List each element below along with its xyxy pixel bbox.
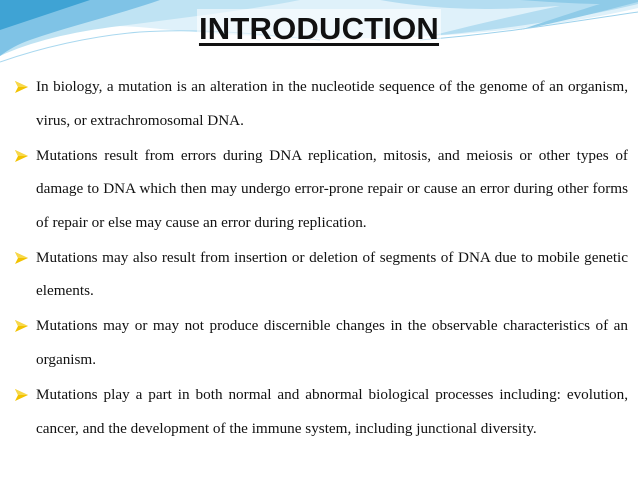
- bullet-text: Mutations may also result from insertion or deletion of segments of DNA due to mobile genetic elements.: [36, 248, 628, 300]
- bullet-item: [14, 309, 628, 376]
- bullet-text: In biology, a mutation is an alteration in the nucleotide sequence of the genome of an organism, virus, or extrachromosomal DNA.: [36, 78, 628, 129]
- arrow-bullet-icon: [14, 70, 30, 104]
- bullet-item: [14, 70, 628, 137]
- bullet-text: Mutations result from errors during DNA replication, mitosis, and meiosis or other types of damage to DNA which then may undergo error-prone repair or cause an error during other forms of repair or else may cause an error during replication.: [36, 146, 628, 231]
- bullet-text: Mutations play a part in both normal and abnormal biological processes including: evolution, cancer, and the development of the immune system, including junctional diversity.: [36, 385, 628, 437]
- bullet-item: [14, 378, 628, 445]
- arrow-bullet-icon: [14, 241, 30, 275]
- slide-title: [0, 9, 638, 49]
- bullet-item: [14, 139, 628, 240]
- bullet-list: [14, 70, 628, 446]
- arrow-bullet-icon: [14, 309, 30, 343]
- arrow-bullet-icon: [14, 378, 30, 412]
- bullet-item: [14, 241, 628, 308]
- slide-title-text: INTRODUCTION: [197, 9, 441, 49]
- bullet-text: Mutations may or may not produce discernible changes in the observable characteristics of an organism.: [36, 317, 628, 368]
- arrow-bullet-icon: [14, 139, 30, 173]
